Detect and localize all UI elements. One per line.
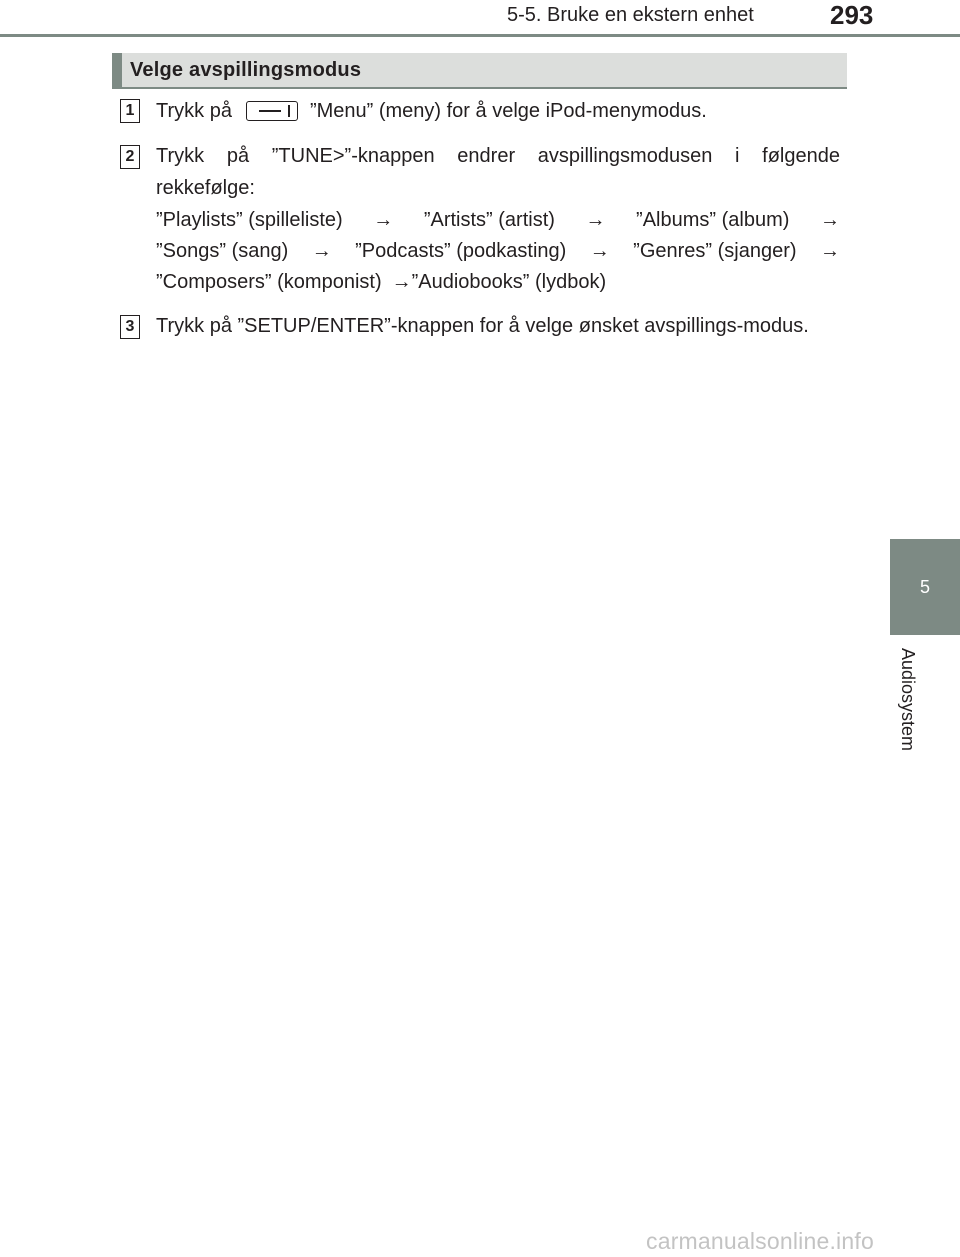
sequence-item: ”Songs” (sang) bbox=[156, 240, 289, 262]
chapter-number: 5 bbox=[919, 576, 930, 597]
mode-sequence bbox=[156, 205, 840, 298]
sequence-item: ”Audiobooks” (lydbok) bbox=[411, 271, 607, 293]
section-heading-text: Velge avspillingsmodus bbox=[130, 58, 362, 81]
step-3-text: Trykk på ”SETUP/ENTER”-knappen for å velge ønsket avspillings-modus. bbox=[156, 315, 809, 337]
arrow-right-icon: → bbox=[589, 240, 610, 262]
step-badge-3: 3 bbox=[120, 315, 140, 339]
sequence-line-1 bbox=[156, 205, 840, 236]
chapter-label: Audiosystem bbox=[898, 648, 918, 752]
sequence-item: ”Genres” (sjanger) bbox=[633, 240, 797, 262]
arrow-right-icon: → bbox=[819, 240, 840, 262]
sequence-item: ”Playlists” (spilleliste) bbox=[156, 209, 343, 231]
arrow-right-icon: → bbox=[391, 271, 412, 293]
menu-button-icon bbox=[246, 101, 298, 121]
chapter-tab bbox=[890, 539, 960, 635]
sequence-line-3 bbox=[156, 267, 840, 298]
arrow-right-icon: → bbox=[585, 209, 606, 231]
sequence-item: ”Albums” (album) bbox=[636, 209, 790, 231]
step-2-text: Trykk på ”TUNE>”-knappen endrer avspillingsmodusen i følgende rekkefølge: bbox=[156, 145, 840, 199]
heading-underline bbox=[112, 87, 847, 89]
sequence-item: ”Composers” (komponist) bbox=[156, 271, 382, 293]
step-1-text bbox=[156, 95, 840, 127]
step-badge-1: 1 bbox=[120, 99, 140, 123]
sequence-line-2 bbox=[156, 236, 840, 267]
step-1-text-before: Trykk på bbox=[156, 100, 232, 122]
arrow-right-icon: → bbox=[373, 209, 394, 231]
step-1-text-after: ”Menu” (meny) for å velge iPod-menymodus. bbox=[309, 100, 707, 122]
section-heading bbox=[112, 53, 847, 87]
header-rule bbox=[0, 34, 960, 37]
step-badge-2: 2 bbox=[120, 145, 140, 169]
header-section-title: 5-5. Bruke en ekstern enhet bbox=[507, 4, 754, 26]
arrow-right-icon: → bbox=[819, 209, 840, 231]
watermark: carmanualsonline.info bbox=[646, 1228, 874, 1254]
arrow-right-icon: → bbox=[311, 240, 332, 262]
sequence-item: ”Artists” (artist) bbox=[423, 209, 555, 231]
page-number: 293 bbox=[830, 0, 874, 30]
sequence-item: ”Podcasts” (podkasting) bbox=[355, 240, 567, 262]
